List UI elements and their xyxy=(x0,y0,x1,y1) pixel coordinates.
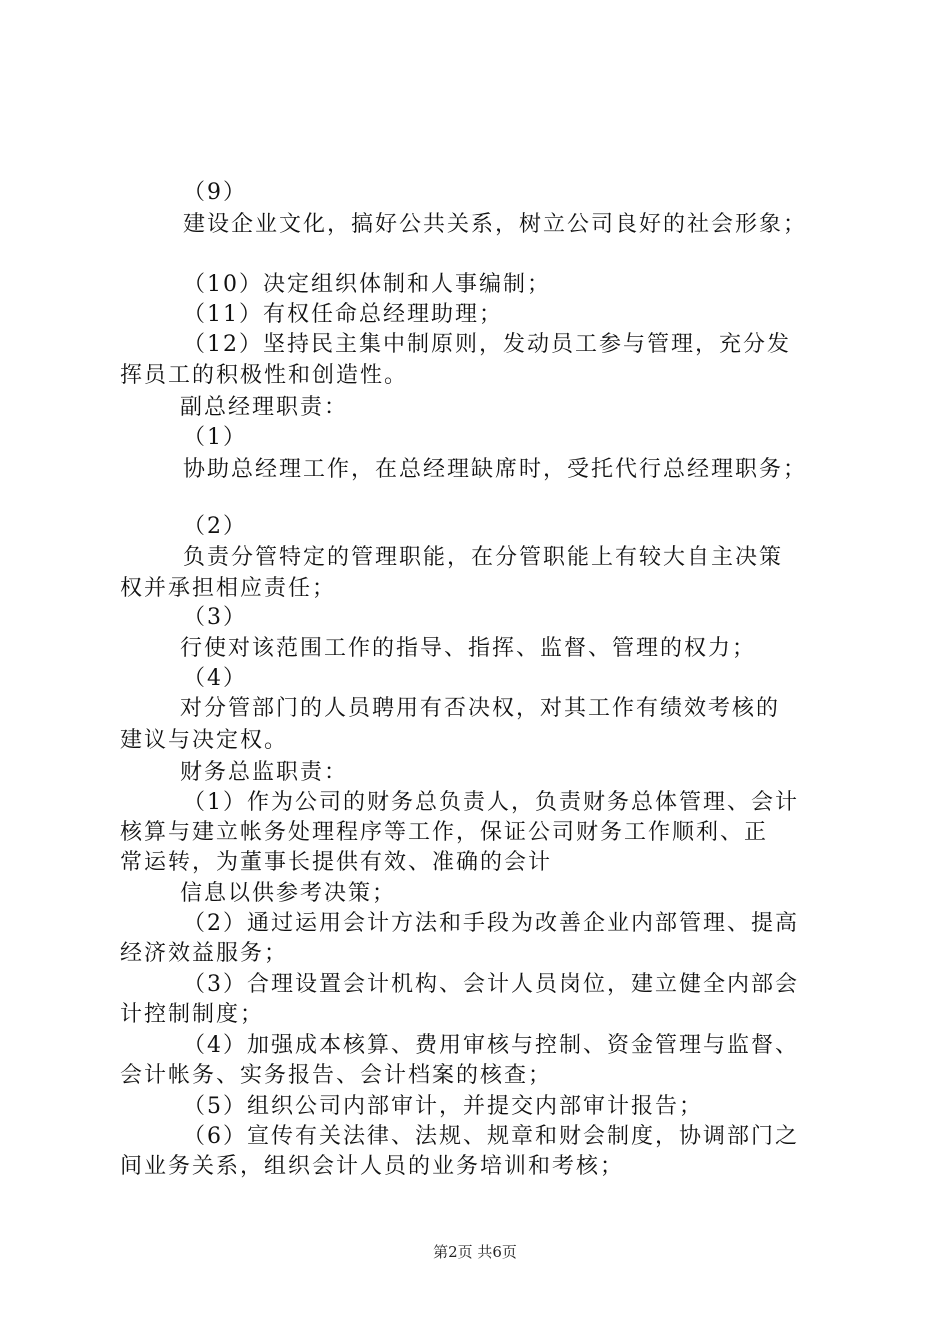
text-line: 常运转，为董事长提供有效、准确的会计 xyxy=(120,850,553,875)
text-line: 建设企业文化，搞好公共关系，树立公司良好的社会形象； xyxy=(183,212,808,237)
text-line: （11）有权任命总经理助理； xyxy=(183,302,503,327)
text-line: （3） xyxy=(183,605,247,630)
text-line: （5）组织公司内部审计，并提交内部审计报告； xyxy=(183,1094,703,1119)
text-line: 对分管部门的人员聘用有否决权，对其工作有绩效考核的 xyxy=(180,696,781,721)
text-line: 协助总经理工作，在总经理缺席时，受托代行总经理职务； xyxy=(183,457,808,482)
text-line: 会计帐务、实务报告、会计档案的核查； xyxy=(120,1063,553,1088)
text-line: 核算与建立帐务处理程序等工作，保证公司财务工作顺利、正 xyxy=(120,820,769,845)
text-line: （10）决定组织体制和人事编制； xyxy=(183,272,551,297)
text-line: （12）坚持民主集中制原则，发动员工参与管理，充分发 xyxy=(183,332,791,357)
text-line: 计控制制度； xyxy=(120,1002,265,1027)
text-line: （3）合理设置会计机构、会计人员岗位，建立健全内部会 xyxy=(183,972,799,997)
text-line: （9） xyxy=(183,180,247,205)
text-line: （4） xyxy=(183,666,247,691)
section-heading: 副总经理职责： xyxy=(180,395,349,420)
text-line: 建议与决定权。 xyxy=(120,728,289,753)
text-line: （1）作为公司的财务总负责人，负责财务总体管理、会计 xyxy=(183,790,799,815)
text-line: 挥员工的积极性和创造性。 xyxy=(120,363,409,388)
page-footer: 第2页 共6页 xyxy=(433,1243,517,1261)
text-line: （4）加强成本核算、费用审核与控制、资金管理与监督、 xyxy=(183,1033,799,1058)
text-line: 权并承担相应责任； xyxy=(120,576,337,601)
text-line: （1） xyxy=(183,425,247,450)
text-line: （2）通过运用会计方法和手段为改善企业内部管理、提高 xyxy=(183,911,799,936)
text-line: （2） xyxy=(183,514,247,539)
text-line: 行使对该范围工作的指导、指挥、监督、管理的权力； xyxy=(180,636,757,661)
text-line: 间业务关系，组织会计人员的业务培训和考核； xyxy=(120,1154,625,1179)
text-line: 信息以供参考决策； xyxy=(180,881,397,906)
text-line: （6）宣传有关法律、法规、规章和财会制度，协调部门之 xyxy=(183,1124,799,1149)
text-line: 经济效益服务； xyxy=(120,941,289,966)
section-heading: 财务总监职责： xyxy=(180,760,349,785)
text-line: 负责分管特定的管理职能，在分管职能上有较大自主决策 xyxy=(183,545,784,570)
